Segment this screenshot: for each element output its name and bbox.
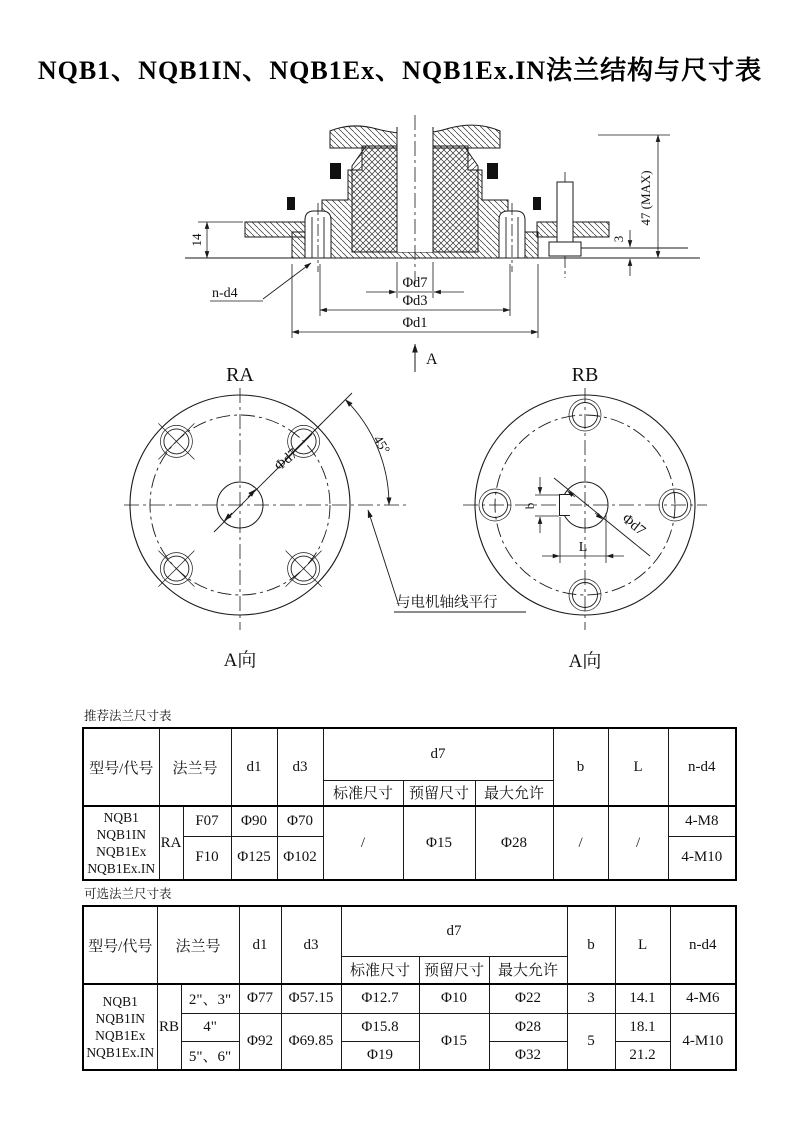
ra-view-label: A向 [223,650,257,671]
header-d3: d3 [277,728,323,806]
cell-group: RA [159,806,183,880]
cell-d7-reserved: Φ15 [419,1013,489,1070]
optional-table-section [82,884,738,1071]
header-d7-std: 标准尺寸 [323,780,403,806]
ra-d7-label: Φd7 [271,445,302,475]
rb-title: RB [571,364,599,386]
header-b: b [553,728,608,806]
rb-l-label: L [578,540,588,555]
rb-view [463,364,707,672]
model-name: NQB1Ex [95,1028,146,1043]
model-name: NQB1Ex [96,844,147,859]
cell-d7-max: Φ28 [489,1013,567,1041]
flange-drawing [0,95,800,705]
ra-45deg-label: 45° [370,432,394,457]
header-d1: d1 [231,728,277,806]
cell-d3: Φ102 [277,836,323,880]
header-d7-reserved: 预留尺寸 [419,956,489,984]
section-bolt-left [305,203,331,272]
header-flange: 法兰号 [159,728,231,806]
optional-table [82,905,737,1071]
cell-flange: F10 [183,836,231,880]
rb-view-label: A向 [568,651,602,672]
model-name: NQB1IN [95,1011,145,1026]
header-l: L [615,906,670,984]
cell-nd4: 4-M8 [668,806,736,836]
rb-keyway [559,495,570,516]
dim-d1-label: Φd1 [402,315,428,331]
cell-d1: Φ77 [239,984,281,1013]
cell-nd4: 4-M10 [668,836,736,880]
header-d1: d1 [239,906,281,984]
header-flange: 法兰号 [157,906,239,984]
cell-b: 3 [567,984,615,1013]
cell-d7-max: Φ22 [489,984,567,1013]
header-nd4: n-d4 [668,728,736,806]
mounting-stud [549,172,688,278]
header-nd4: n-d4 [670,906,736,984]
cell-d7-max: Φ32 [489,1041,567,1070]
recommended-table [82,727,737,881]
dim-3-label: 3 [611,235,626,243]
header-d7: d7 [323,728,553,780]
cell-d7-reserved: Φ10 [419,984,489,1013]
header-d7: d7 [341,906,567,956]
dim-14-label: 14 [189,233,204,247]
model-name: NQB1 [103,810,139,825]
cell-flange: 4" [181,1013,239,1041]
header-d7-std: 标准尺寸 [341,956,419,984]
dim-47max-label: 47 (MAX) [638,170,653,226]
header-d3: d3 [281,906,341,984]
rb-b-label: b [522,502,537,510]
cell-models [83,806,159,880]
rb-d7-label: Φd7 [618,510,649,540]
cell-d7-std: Φ15.8 [341,1013,419,1041]
header-model: 型号/代号 [83,728,159,806]
cell-nd4: 4-M6 [670,984,736,1013]
cell-flange: 5"、6" [181,1041,239,1070]
ra-view [124,364,526,671]
cell-d1: Φ125 [231,836,277,880]
dim-d7-label: Φd7 [402,275,428,291]
section-view [185,115,700,372]
cell-flange: 2"、3" [181,984,239,1013]
header-d7-max: 最大允许 [475,780,553,806]
cell-b: 5 [567,1013,615,1070]
cell-l: 21.2 [615,1041,670,1070]
cell-l: / [608,806,668,880]
cell-d3: Φ70 [277,806,323,836]
cell-nd4: 4-M10 [670,1013,736,1070]
n-d4-label: n-d4 [212,286,238,301]
recommended-table-section [82,706,738,881]
optional-table-caption: 可选法兰尺寸表 [84,887,172,901]
cell-d7-std: Φ19 [341,1041,419,1070]
view-arrow-label: A [426,351,438,368]
header-b: b [567,906,615,984]
header-model: 型号/代号 [83,906,157,984]
cell-d3: Φ69.85 [281,1013,341,1070]
ra-title: RA [226,364,254,386]
cell-d7-std: Φ12.7 [341,984,419,1013]
cell-d7-max: Φ28 [475,806,553,880]
cell-d7-std: / [323,806,403,880]
header-l: L [608,728,668,806]
header-d7-max: 最大允许 [489,956,567,984]
cell-d3: Φ57.15 [281,984,341,1013]
recommended-table-caption: 推荐法兰尺寸表 [84,709,172,723]
cell-flange: F07 [183,806,231,836]
dim-d3-label: Φd3 [402,293,428,309]
cell-b: / [553,806,608,880]
model-name: NQB1IN [96,827,146,842]
cell-d1: Φ92 [239,1013,281,1070]
cell-l: 14.1 [615,984,670,1013]
ra-note-label: 与电机轴线平行 [396,595,498,611]
cell-group: RB [157,984,181,1070]
section-bolt-right [499,203,525,272]
cell-l: 18.1 [615,1013,670,1041]
model-name: NQB1Ex.IN [87,861,156,876]
model-name: NQB1Ex.IN [86,1045,155,1060]
cell-d1: Φ90 [231,806,277,836]
cell-d7-reserved: Φ15 [403,806,475,880]
model-name: NQB1 [102,994,138,1009]
header-d7-reserved: 预留尺寸 [403,780,475,806]
page-title: NQB1、NQB1IN、NQB1Ex、NQB1Ex.IN法兰结构与尺寸表 [37,56,763,85]
cell-models [83,984,157,1070]
